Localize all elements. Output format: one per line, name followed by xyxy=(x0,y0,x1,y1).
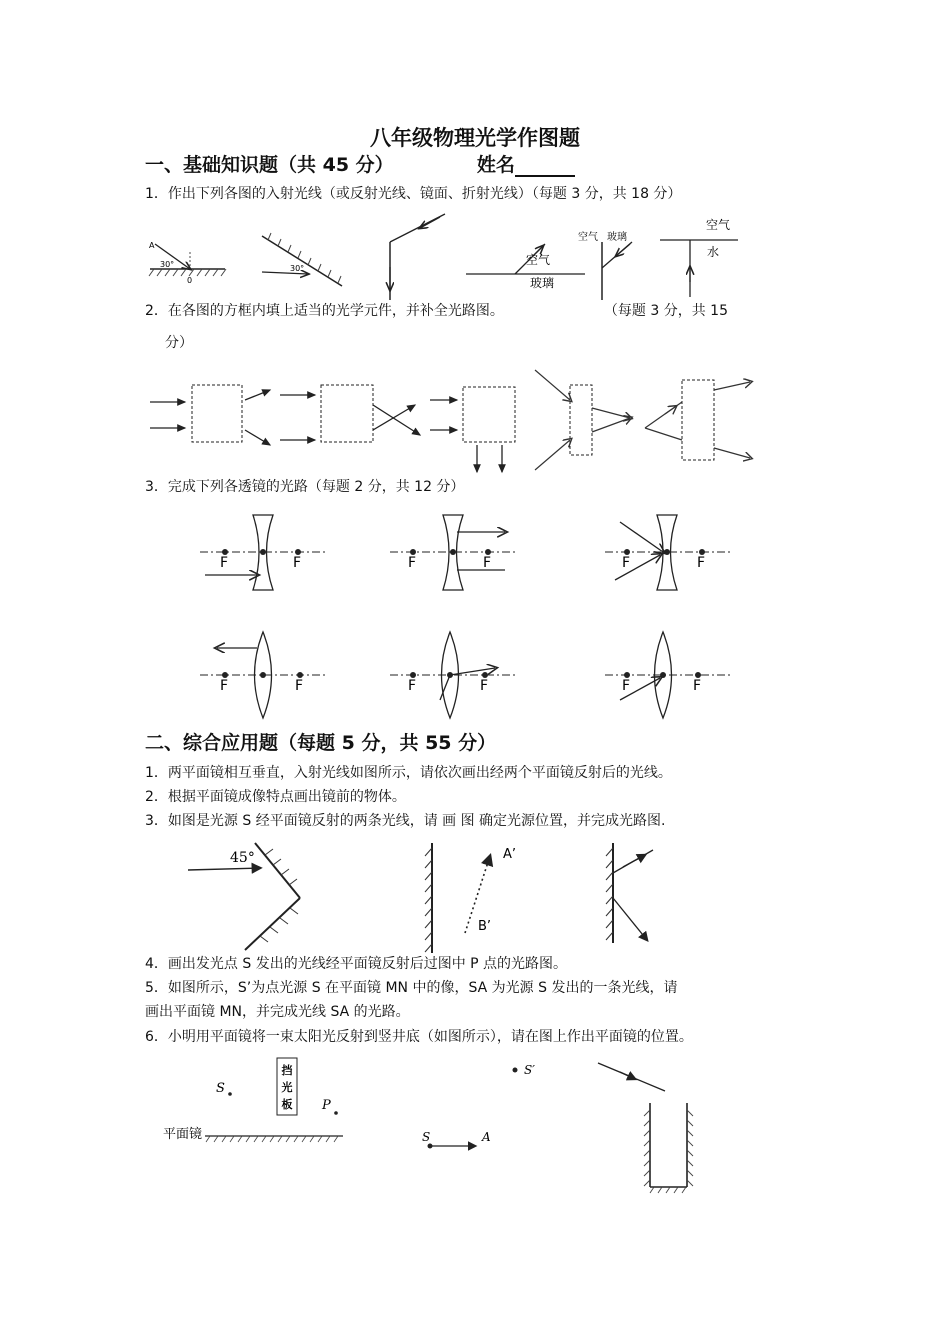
label-glass-1: 玻璃 xyxy=(530,276,555,290)
q3-figures xyxy=(195,510,755,720)
q2-figures xyxy=(145,360,765,475)
label-b-prime: B’ xyxy=(478,919,492,934)
section1-heading xyxy=(145,150,575,177)
q1-text: 1．作出下列各图的入射光线（或反射光线、镜面、折射光线）（每题 3 分，共 18 分） xyxy=(145,186,682,202)
s2-figures-row1 xyxy=(185,838,685,958)
item2-4: 4．画出发光点 S 发出的光线经平面镜反射后过图中 P 点的光路图。 xyxy=(145,956,568,972)
plate-char-3: 板 xyxy=(281,1098,293,1111)
item2-7: 6．小明用平面镜将一束太阳光反射到竖井底（如图所示），请在图上作出平面镜的位置。 xyxy=(145,1029,693,1045)
label-water: 水 xyxy=(707,245,720,259)
f-5a: F xyxy=(408,678,417,694)
label-o: 0 xyxy=(187,276,193,285)
label-a-prime: A’ xyxy=(503,847,517,862)
q2-cont: 分） xyxy=(165,335,193,351)
f-3a: F xyxy=(622,555,631,571)
q1-figures xyxy=(140,212,820,307)
label-mirror: 平面镜 xyxy=(163,1127,203,1142)
f-1b: F xyxy=(293,555,302,571)
item2-5: 5．如图所示，S’为点光源 S 在平面镜 MN 中的像，SA 为光源 S 发出的一条光线，请 xyxy=(145,980,678,996)
label-glass-2: 玻璃 xyxy=(607,232,627,243)
q2-text xyxy=(145,300,728,320)
label-angle30: 30° xyxy=(160,260,175,269)
f-5b: F xyxy=(480,678,489,694)
plate-char-2: 光 xyxy=(281,1081,293,1094)
name-label: 姓名 xyxy=(476,154,515,176)
item2-3: 3．如图是光源 S 经平面镜反射的两条光线，请 画 图 确定光源位置，并完成光路图. xyxy=(145,813,666,829)
label-s-prime: S′ xyxy=(524,1063,535,1077)
label-angle30-2: 30° xyxy=(290,264,305,273)
name-blank[interactable] xyxy=(515,157,575,177)
q2-score: （每题 3 分，共 15 xyxy=(603,303,728,319)
f-6a: F xyxy=(622,678,631,694)
label-s: S xyxy=(216,1081,225,1096)
f-2a: F xyxy=(408,555,417,571)
f-4a: F xyxy=(220,678,229,694)
label-angle45: 45° xyxy=(230,850,255,866)
q2-main: 2．在各图的方框内填上适当的光学元件，并补全光路图。 xyxy=(145,303,504,319)
f-4b: F xyxy=(295,678,304,694)
label-p: P xyxy=(322,1098,331,1113)
f-3b: F xyxy=(697,555,706,571)
section1-title: 一、基础知识题（共 45 分） xyxy=(145,154,394,176)
label-air-2: 空气 xyxy=(578,232,598,243)
label-a-2: A xyxy=(482,1130,491,1144)
f-2b: F xyxy=(483,555,492,571)
q3-text: 3．完成下列各透镜的光路（每题 2 分，共 12 分） xyxy=(145,479,465,495)
label-air-1: 空气 xyxy=(526,253,551,267)
label-a: A xyxy=(149,241,155,250)
item2-2: 2．根据平面镜成像特点画出镜前的物体。 xyxy=(145,789,406,805)
label-s-2: S xyxy=(422,1130,431,1144)
label-air-3: 空气 xyxy=(706,218,731,232)
item2-6: 画出平面镜 MN，并完成光线 SA 的光路。 xyxy=(145,1004,410,1020)
f-1a: F xyxy=(220,555,229,571)
page-title: 八年级物理光学作图题 xyxy=(370,126,580,150)
f-6b: F xyxy=(693,678,702,694)
plate-char-1: 挡 xyxy=(281,1064,293,1077)
section2-heading: 二、综合应用题（每题 5 分，共 55 分） xyxy=(145,732,497,754)
s2-figures-row2 xyxy=(160,1055,720,1195)
item2-1: 1．两平面镜相互垂直，入射光线如图所示，请依次画出经两个平面镜反射后的光线。 xyxy=(145,765,672,781)
